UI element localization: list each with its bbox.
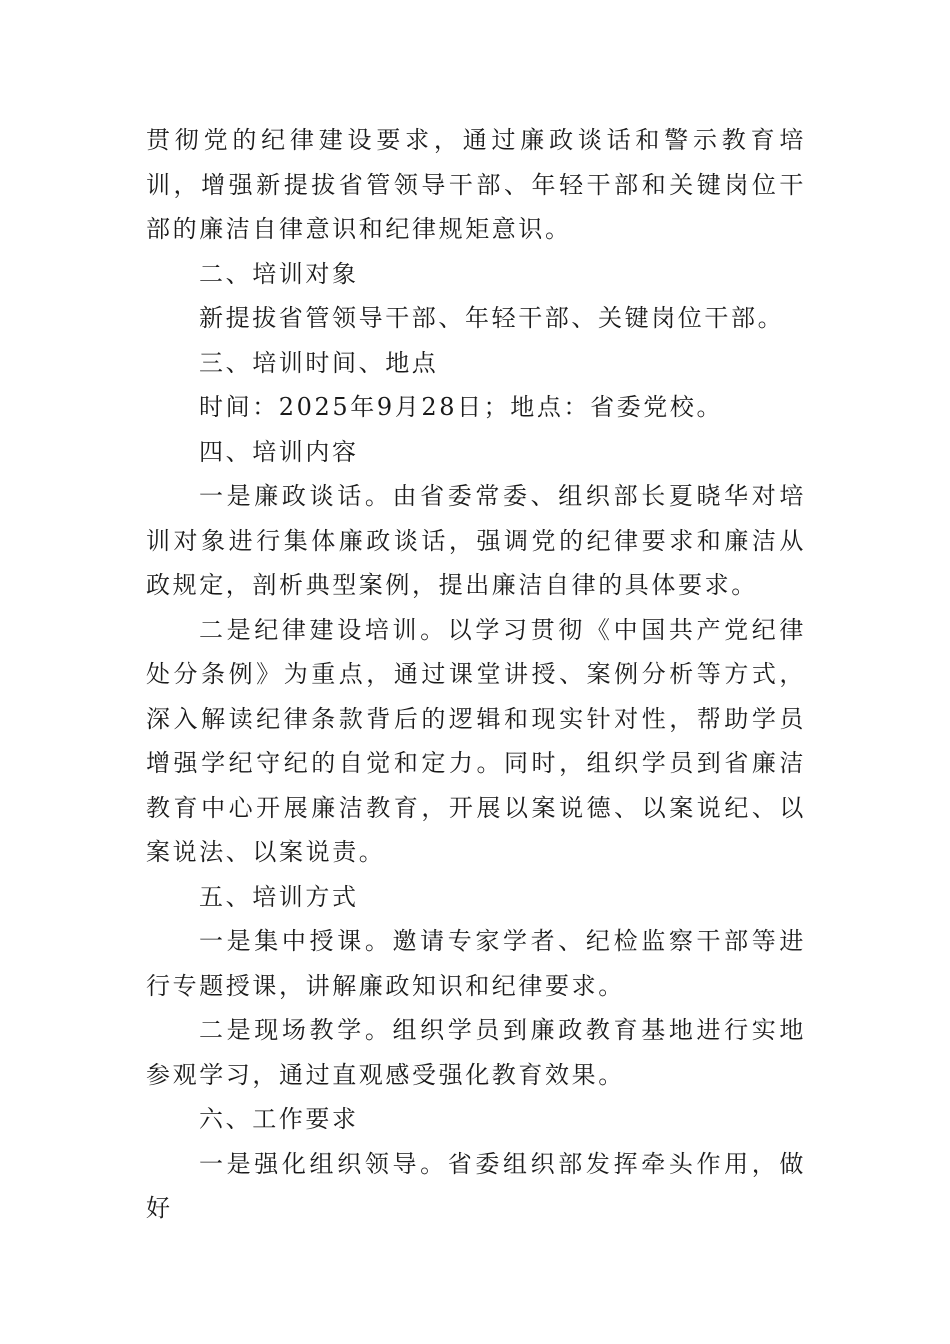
body-paragraph: 二是现场教学。组织学员到廉政教育基地进行实地参观学习，通过直观感受强化教育效果。 (146, 1016, 806, 1089)
body-paragraph: 时间：2025年9月28日；地点：省委党校。 (199, 393, 724, 421)
section-heading-training-content: 四、培训内容 (199, 437, 359, 466)
body-paragraph: 一是强化组织领导。省委组织部发挥牵头作用，做好 (146, 1149, 806, 1222)
body-paragraph: 贯彻党的纪律建设要求，通过廉政谈话和警示教育培训，增强新提拔省管领导干部、年轻干部和关键岗位干部的廉洁自律意识和纪律规矩意识。 (146, 126, 806, 243)
body-paragraph: 一是集中授课。邀请专家学者、纪检监察干部等进行专题授课，讲解廉政知识和纪律要求。 (146, 927, 806, 1000)
body-paragraph: 一是廉政谈话。由省委常委、组织部长夏晓华对培训对象进行集体廉政谈话，强调党的纪律要求和廉洁从政规定，剖析典型案例，提出廉洁自律的具体要求。 (146, 482, 806, 599)
document-body (146, 118, 806, 1231)
body-paragraph: 新提拔省管领导干部、年轻干部、关键岗位干部。 (199, 304, 785, 332)
section-heading-training-methods: 五、培训方式 (199, 882, 359, 911)
section-heading-training-targets: 二、培训对象 (199, 259, 359, 288)
body-paragraph: 二是纪律建设培训。以学习贯彻《中国共产党纪律处分条例》为重点，通过课堂讲授、案例分析等方式，深入解读纪律条款背后的逻辑和现实针对性，帮助学员增强学纪守纪的自觉和定力。同时，组织学员到省廉洁教育中心开展廉洁教育，开展以案说德、以案说纪、以案说法、以案说责。 (146, 615, 806, 866)
section-heading-time-place: 三、培训时间、地点 (199, 348, 439, 377)
section-heading-work-requirements: 六、工作要求 (199, 1105, 359, 1133)
